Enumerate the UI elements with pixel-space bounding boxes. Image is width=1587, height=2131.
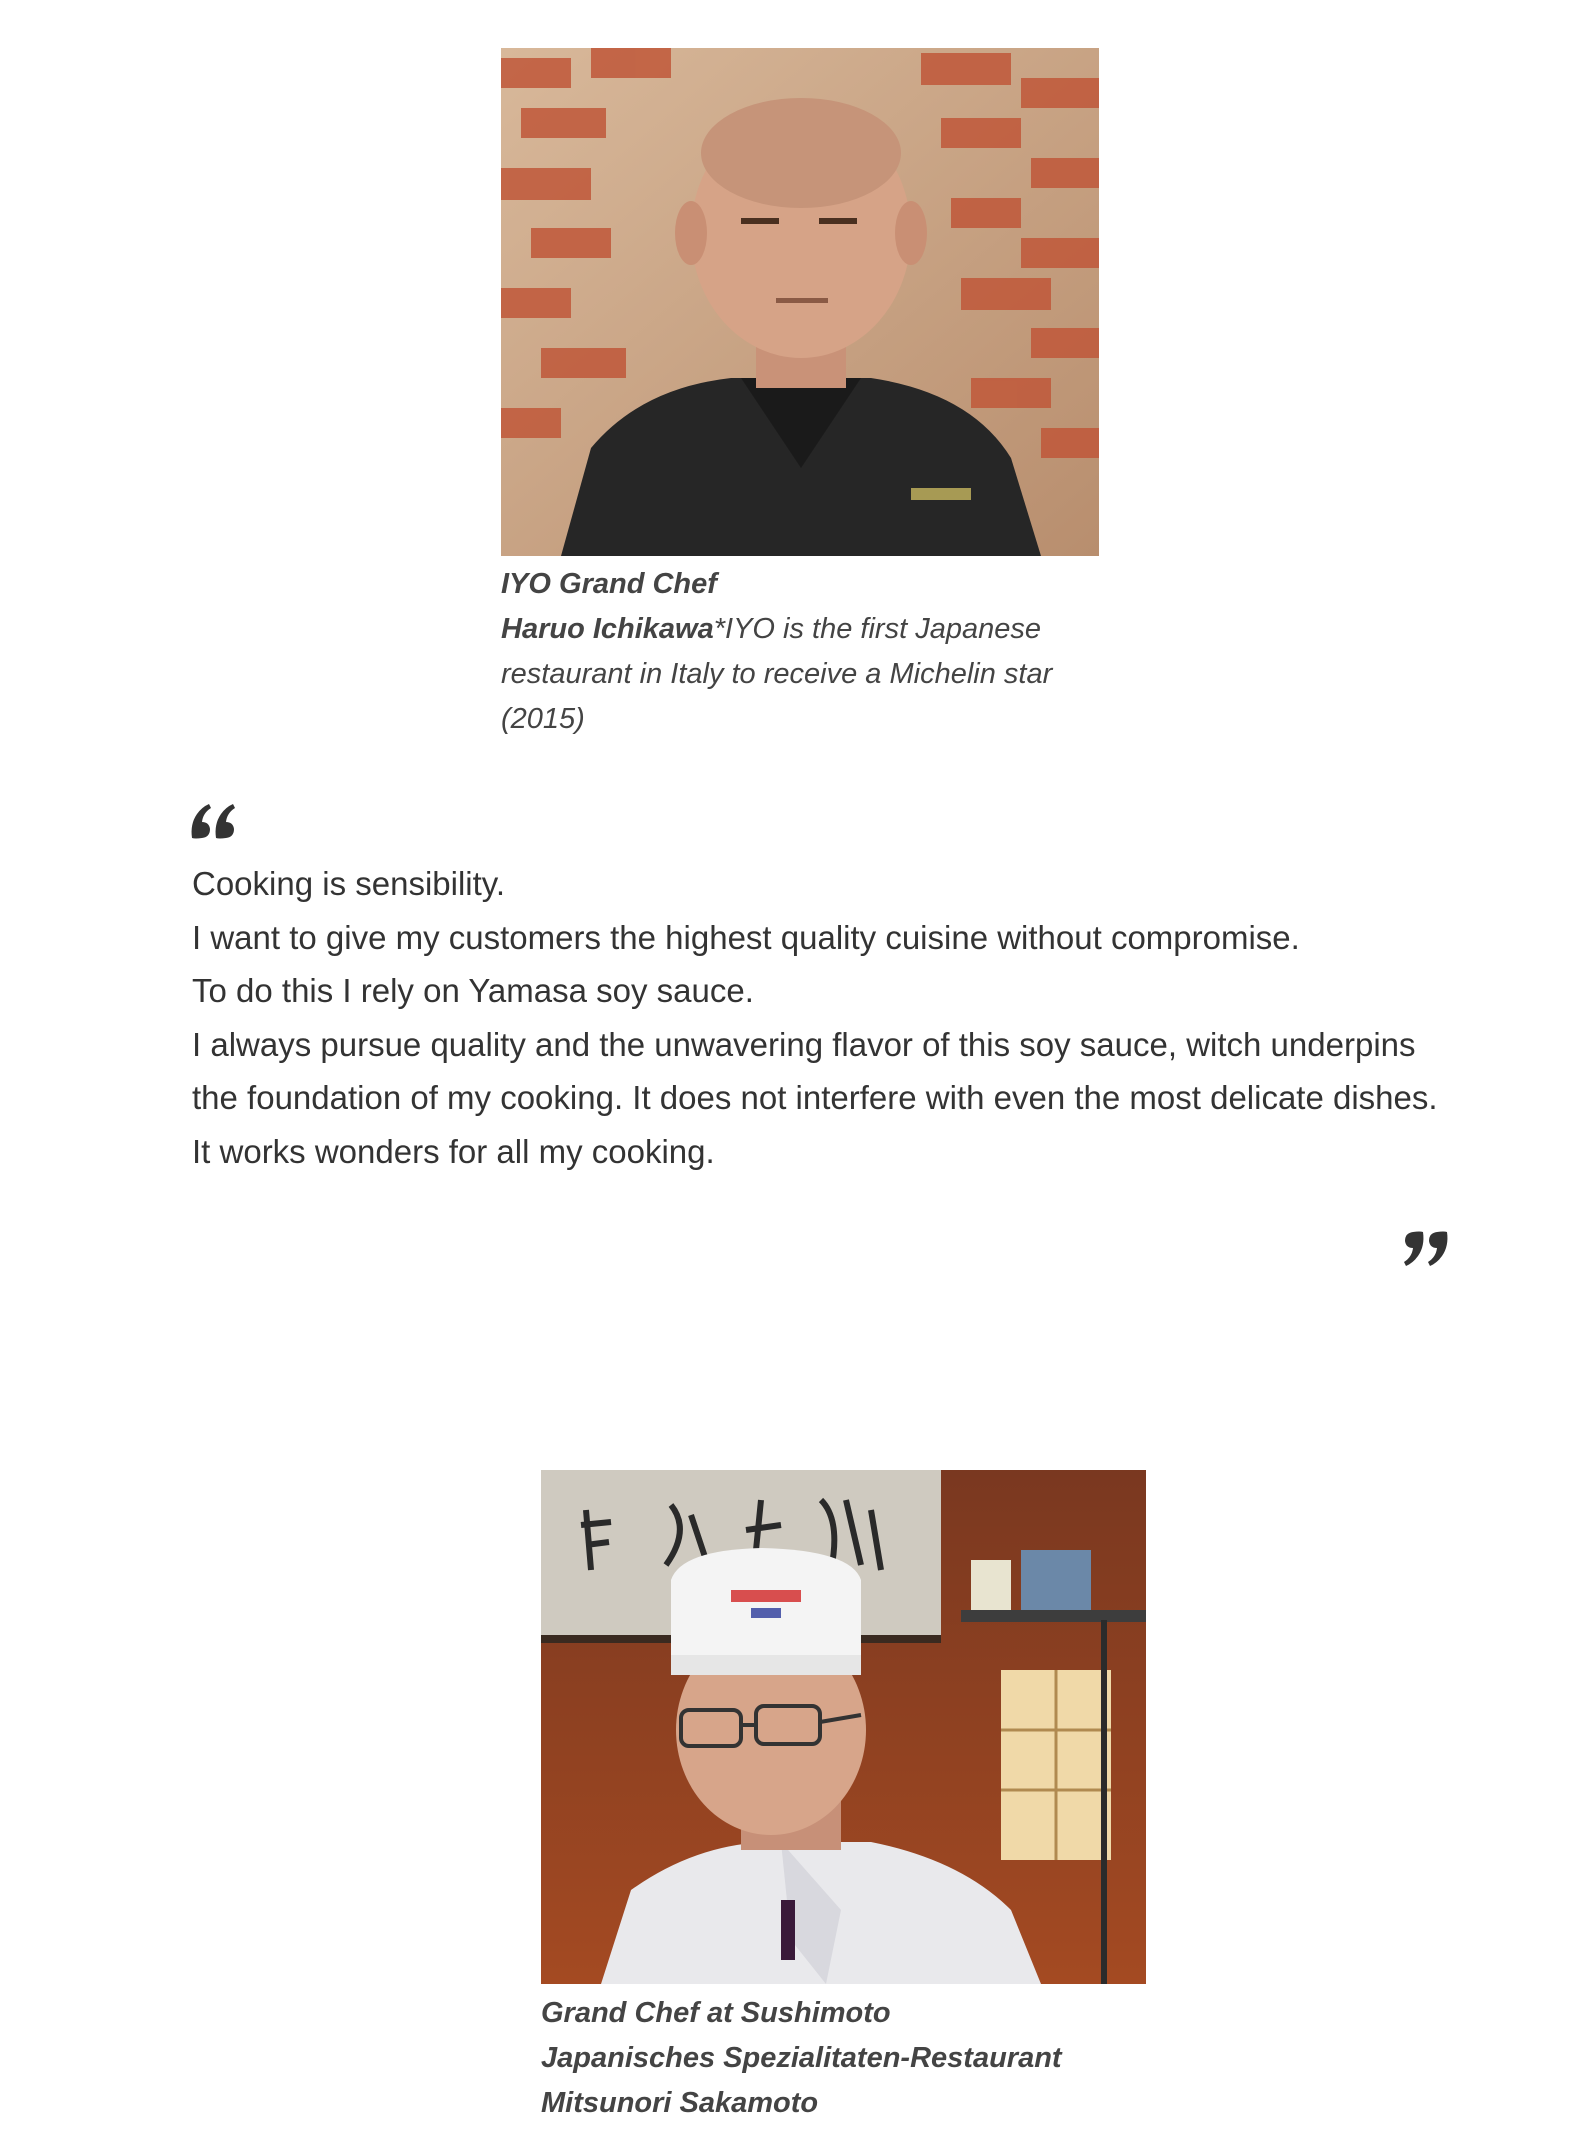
- chef2-caption: [541, 1991, 1241, 2126]
- chef1-caption-body: [501, 607, 1121, 742]
- quote-line: I always pursue quality and the unwavering flavor of this soy sauce, witch underpins the foundation of my cooking. It does not interfere with even the most delicate dishes.: [192, 1025, 1438, 1117]
- quote-line: I want to give my customers the highest quality cuisine without compromise.: [192, 918, 1300, 956]
- chef2-caption-name: Mitsunori Sakamoto: [541, 2087, 819, 2119]
- chef2-caption-title: Grand Chef at Sushimoto: [541, 1997, 891, 2029]
- close-quote-icon: [1402, 1230, 1450, 1270]
- chef1-caption-note: *IYO is the first Japanese restaurant in Italy to receive a Michelin star (2015): [501, 613, 1053, 735]
- chef1-caption-name: Haruo Ichikawa: [501, 613, 714, 645]
- quote-line: To do this I rely on Yamasa soy sauce.: [192, 972, 754, 1010]
- chef-photo-mitsunori-sakamoto: [541, 1470, 1146, 1984]
- chef1-caption: [501, 562, 1121, 742]
- testimonial-quote: [192, 857, 1452, 1179]
- open-quote-icon: [189, 800, 237, 840]
- chef-portrait-image: [541, 1470, 1146, 1984]
- chef-portrait-image: [501, 48, 1099, 556]
- chef-photo-haruo-ichikawa: [501, 48, 1099, 556]
- quote-line: Cooking is sensibility.: [192, 865, 506, 902]
- chef1-caption-title: IYO Grand Chef: [501, 568, 717, 600]
- chef2-caption-restaurant: Japanisches Spezialitaten-Restaurant: [541, 2042, 1062, 2074]
- quote-line: It works wonders for all my cooking.: [192, 1132, 715, 1170]
